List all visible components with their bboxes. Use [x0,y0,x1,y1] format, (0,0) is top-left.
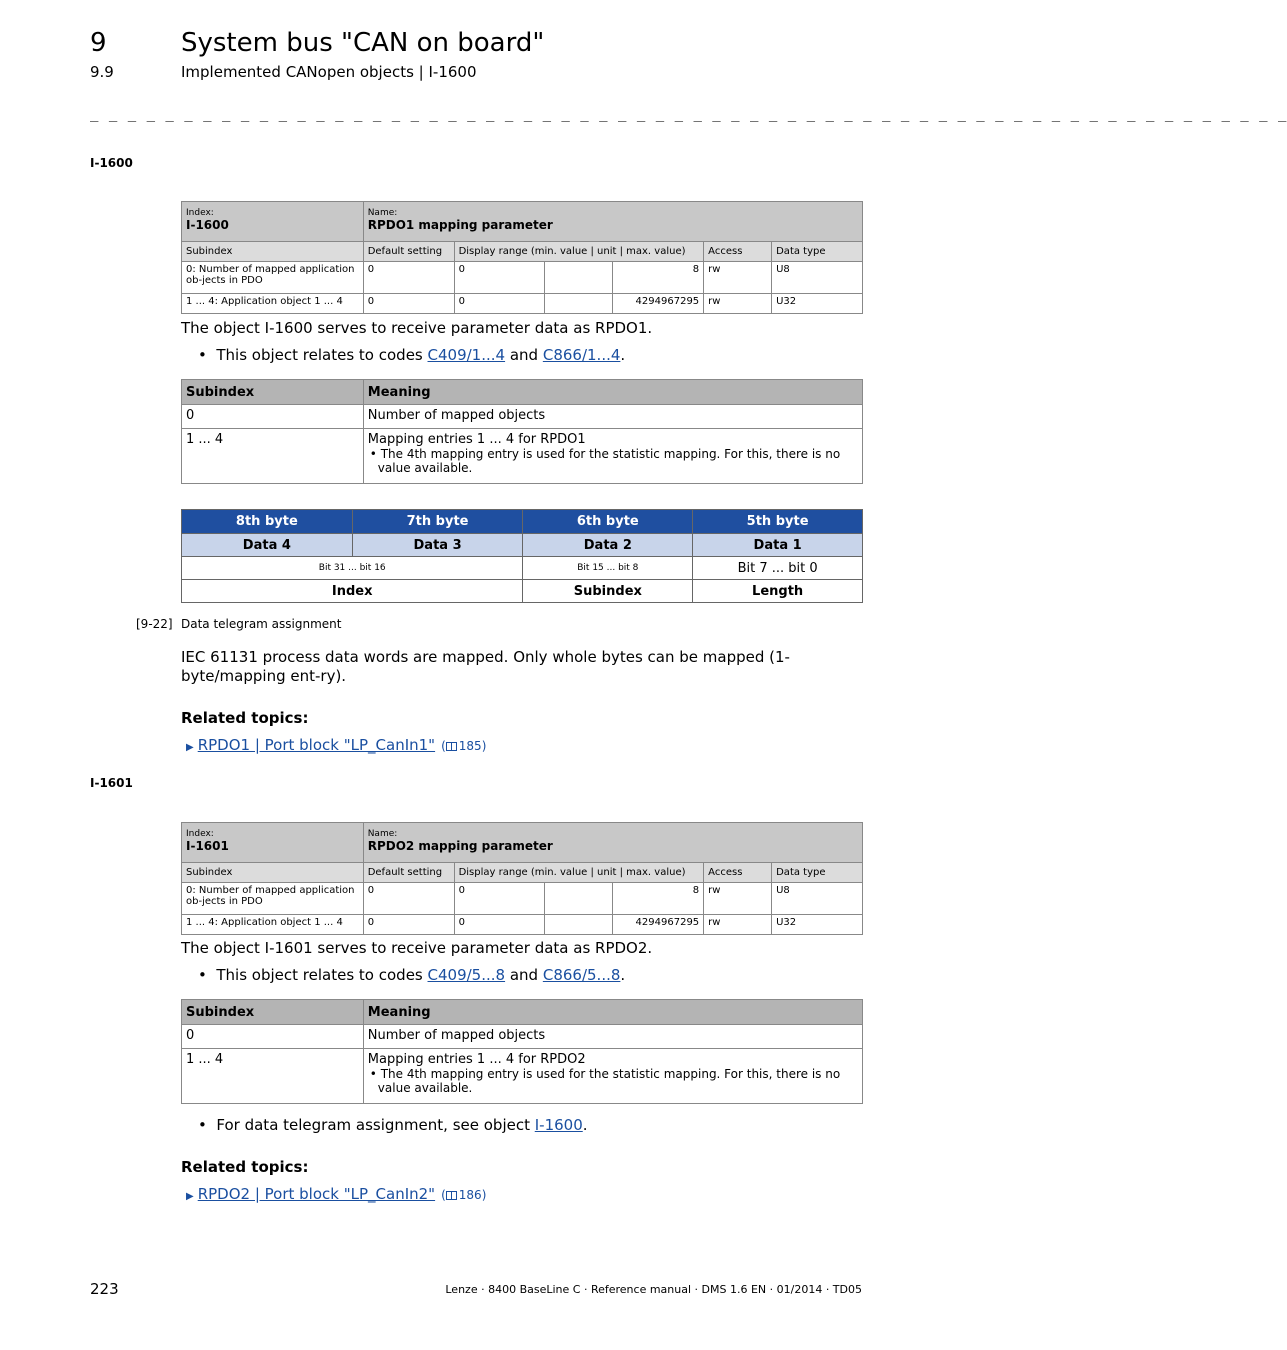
bit-range: Bit 7 ... bit 0 [693,557,863,580]
codes-bullet: • This object relates to codes C409/5...8 and C866/5...8. [198,966,626,984]
byte-header: 5th byte [693,510,863,534]
object-link-i1600[interactable]: I-1600 [534,1116,583,1134]
data-label: Data 2 [523,534,693,557]
bit-range: Bit 31 ... bit 16 [182,557,523,580]
object-description: The object I-1601 serves to receive parameter data as RPDO2. [181,939,653,957]
object-heading-i1601: I-1601 [90,776,133,790]
codes-bullet: • This object relates to codes C409/1...4 and C866/1...4. [198,346,626,364]
table-row: 1 ... 4 Mapping entries 1 ... 4 for RPDO2 • The 4th mapping entry is used for the statistic mapping. For this, there is no value available. [182,1049,863,1104]
book-icon [446,1191,457,1200]
code-link-c866[interactable]: C866/5...8 [542,966,621,984]
meaning-table-i1601 [181,999,863,1104]
meaning-table-i1600 [181,379,863,484]
col-subindex: Subindex [182,380,364,405]
col-meaning: Meaning [363,380,862,405]
code-link-c409[interactable]: C409/5...8 [427,966,506,984]
telegram-table [181,509,863,603]
col-subindex: Subindex [182,863,364,883]
byte-header: 6th byte [523,510,693,534]
chapter-title: System bus "CAN on board" [181,28,545,58]
table-row: 1 ... 4 Mapping entries 1 ... 4 for RPDO1 • The 4th mapping entry is used for the statistic mapping. For this, there is no value available. [182,429,863,484]
object-table-i1601 [181,822,863,935]
col-access: Access [704,242,772,262]
code-link-c866[interactable]: C866/1...4 [542,346,621,364]
col-dtype: Data type [772,863,863,883]
byte-header: 7th byte [352,510,523,534]
col-meaning: Meaning [363,1000,862,1025]
related-link-rpdo2[interactable]: ▶ RPDO2 | Port block "LP_CanIn2" ( 186) [186,1185,487,1203]
section-number: 9.9 [90,63,114,81]
table-row: 0 Number of mapped objects [182,405,863,429]
col-access: Access [704,863,772,883]
field-label: Index [182,580,523,603]
data-label: Data 3 [352,534,523,557]
index-cell: Index: I-1600 [182,202,364,242]
iec-paragraph: IEC 61131 process data words are mapped. Only whole bytes can be mapped (1-byte/mapping ent-ry). [181,648,790,685]
see-also-bullet: • For data telegram assignment, see object I-1600. [198,1116,588,1134]
object-heading-i1600: I-1600 [90,156,133,170]
col-subindex: Subindex [182,1000,364,1025]
name-cell: Name: RPDO1 mapping parameter [363,202,862,242]
table-row: 1 ... 4: Application object 1 ... 4 0 0 4294967295 rw U32 [182,915,863,935]
table-row: 0 Number of mapped objects [182,1025,863,1049]
arrow-right-icon: ▶ [186,742,194,753]
table-row: 0: Number of mapped application ob-jects in PDO 0 0 8 rw U8 [182,883,863,915]
col-subindex: Subindex [182,242,364,262]
chapter-number: 9 [90,28,107,58]
related-link-rpdo1[interactable]: ▶ RPDO1 | Port block "LP_CanIn1" ( 185) [186,736,487,754]
byte-header: 8th byte [182,510,353,534]
col-range: Display range (min. value | unit | max. value) [454,863,704,883]
figure-caption: Data telegram assignment [181,617,342,631]
object-table-i1600 [181,201,863,314]
col-dtype: Data type [772,242,863,262]
data-label: Data 1 [693,534,863,557]
bit-range: Bit 15 ... bit 8 [523,557,693,580]
footer-doc-info: Lenze · 8400 BaseLine C · Reference manual · DMS 1.6 EN · 01/2014 · TD05 [445,1283,862,1296]
index-cell: Index: I-1601 [182,823,364,863]
field-label: Subindex [523,580,693,603]
arrow-right-icon: ▶ [186,1191,194,1202]
page-number: 223 [90,1280,119,1298]
figure-number: [9-22] [136,617,173,631]
section-title: Implemented CANopen objects | I-1600 [181,63,477,81]
col-default: Default setting [363,242,454,262]
table-row: 1 ... 4: Application object 1 ... 4 0 0 4294967295 rw U32 [182,294,863,314]
col-range: Display range (min. value | unit | max. value) [454,242,704,262]
field-label: Length [693,580,863,603]
col-default: Default setting [363,863,454,883]
related-topics-heading: Related topics: [181,1158,309,1176]
header-divider: _ _ _ _ _ _ _ _ _ _ _ _ _ _ _ _ _ _ _ _ _ _ _ _ _ _ _ _ _ _ _ _ _ _ _ _ _ _ _ _ _ _ _ _ _ _ _ _ _ _ _ _ _ _ _ _ _ _ _ _ _ _ _ _ [90,106,1287,122]
table-row: 0: Number of mapped application ob-jects in PDO 0 0 8 rw U8 [182,262,863,294]
object-description: The object I-1600 serves to receive parameter data as RPDO1. [181,319,653,337]
name-cell: Name: RPDO2 mapping parameter [363,823,862,863]
code-link-c409[interactable]: C409/1...4 [427,346,506,364]
book-icon [446,742,457,751]
related-topics-heading: Related topics: [181,709,309,727]
data-label: Data 4 [182,534,353,557]
